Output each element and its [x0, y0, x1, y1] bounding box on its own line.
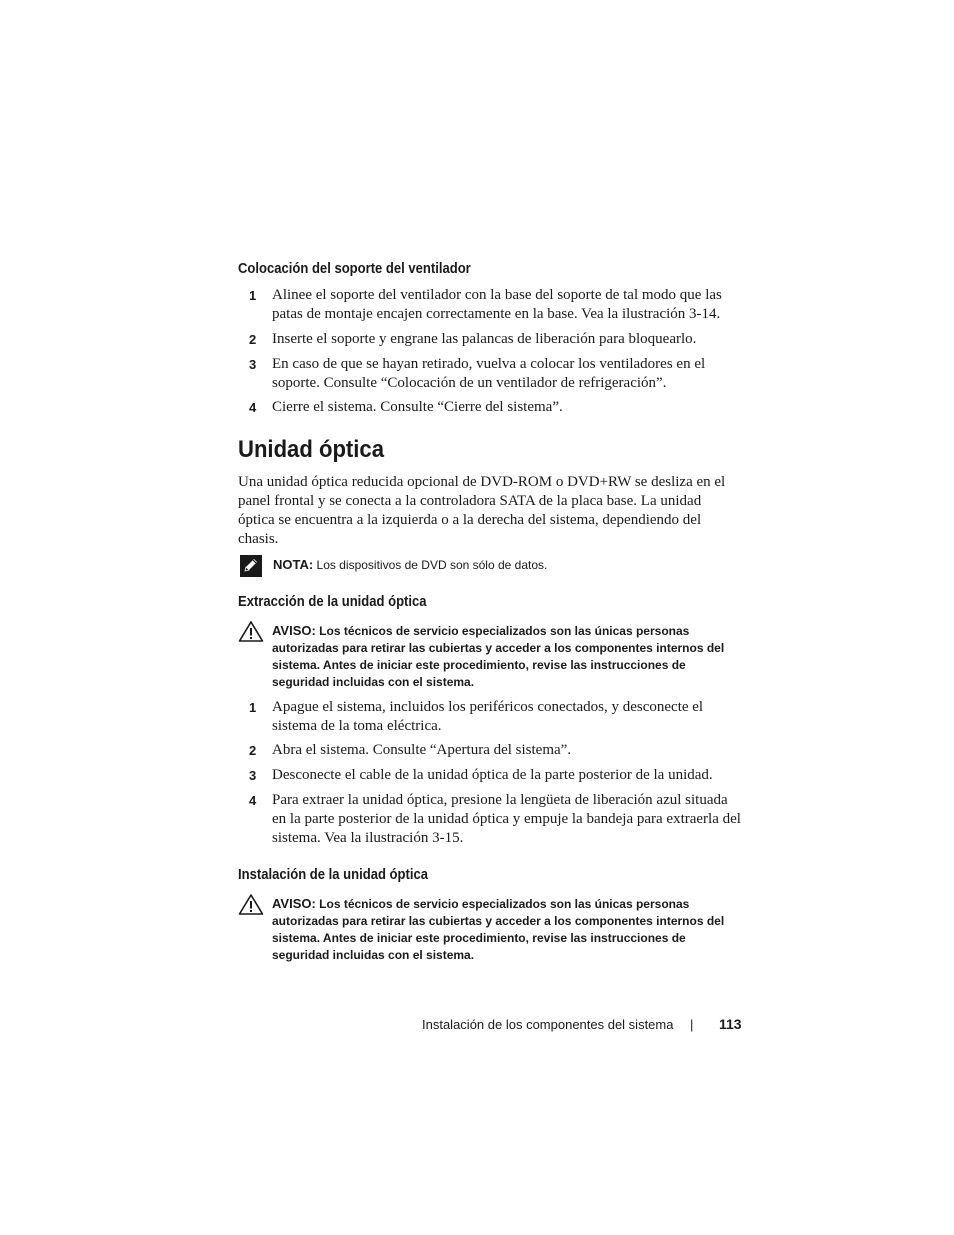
section-heading-optical-removal: Extracción de la unidad óptica — [238, 594, 427, 610]
step-text: Desconecte el cable de la unidad óptica de la parte posterior de la unidad. — [272, 767, 713, 783]
warning-icon — [238, 893, 264, 915]
warning-text: Los técnicos de servicio especializados son las únicas personas autorizadas para retirar las cubiertas y acceder a los componentes internos del sistema. Antes de iniciar este procedimiento, revise las instrucciones de seguridad incluidas con el sistema. — [272, 624, 725, 689]
step-number: 3 — [249, 768, 257, 783]
step-number: 1 — [249, 700, 257, 715]
footer-separator: | — [690, 1017, 694, 1032]
page-number: 113 — [719, 1016, 742, 1032]
step-text: Cierre el sistema. Consulte “Cierre del sistema”. — [272, 399, 563, 415]
warning-notice — [272, 622, 742, 691]
step-text: Para extraer la unidad óptica, presione la lengüeta de liberación azul situada en la parte posterior de la unidad óptica y empuje la bandeja para extraerla del sistema. Vea la ilustración 3-15. — [272, 792, 741, 846]
step-number: 3 — [249, 357, 257, 372]
note-text: Los dispositivos de DVD son sólo de datos. — [316, 558, 548, 572]
note-callout — [273, 557, 547, 572]
note-icon — [240, 555, 262, 577]
step-number: 2 — [249, 743, 257, 758]
step-text: Inserte el soporte y engrane las palancas de liberación para bloquearlo. — [272, 331, 697, 347]
warning-text: Los técnicos de servicio especializados son las únicas personas autorizadas para retirar las cubiertas y acceder a los componentes internos del sistema. Antes de iniciar este procedimiento, revise las instrucciones de seguridad incluidas con el sistema. — [272, 897, 725, 962]
warning-icon — [238, 620, 264, 642]
step-text: Alinee el soporte del ventilador con la base del soporte de tal modo que las patas de montaje encajen correctamente en la base. Vea la ilustración 3-14. — [272, 287, 722, 322]
section-heading-fan-bracket-install: Colocación del soporte del ventilador — [238, 261, 471, 277]
step-number: 4 — [249, 400, 257, 415]
step-text: Apague el sistema, incluidos los periféricos conectados, y desconecte el sistema de la toma eléctrica. — [272, 699, 704, 734]
step-text: En caso de que se hayan retirado, vuelva a colocar los ventiladores en el soporte. Consulte “Colocación de un ventilador de refrigeración”. — [272, 356, 706, 391]
warning-notice — [272, 895, 742, 964]
step-number: 2 — [249, 332, 257, 347]
intro-paragraph: Una unidad óptica reducida opcional de DVD-ROM o DVD+RW se desliza en el panel frontal y se conecta a la controladora SATA de la placa base. La unidad óptica se encuentra a la izquierda o a la derecha del sistema, dependiendo del chasis. — [238, 474, 726, 547]
warning-label: AVISO: — [272, 896, 316, 911]
note-label: NOTA: — [273, 557, 314, 572]
footer-chapter-title: Instalación de los componentes del sistema — [422, 1017, 674, 1032]
step-number: 1 — [249, 288, 257, 303]
step-number: 4 — [249, 793, 257, 808]
step-text: Abra el sistema. Consulte “Apertura del sistema”. — [272, 742, 572, 758]
section-heading-optical-install: Instalación de la unidad óptica — [238, 867, 428, 883]
warning-label: AVISO: — [272, 623, 316, 638]
page-title: Unidad óptica — [238, 436, 384, 463]
